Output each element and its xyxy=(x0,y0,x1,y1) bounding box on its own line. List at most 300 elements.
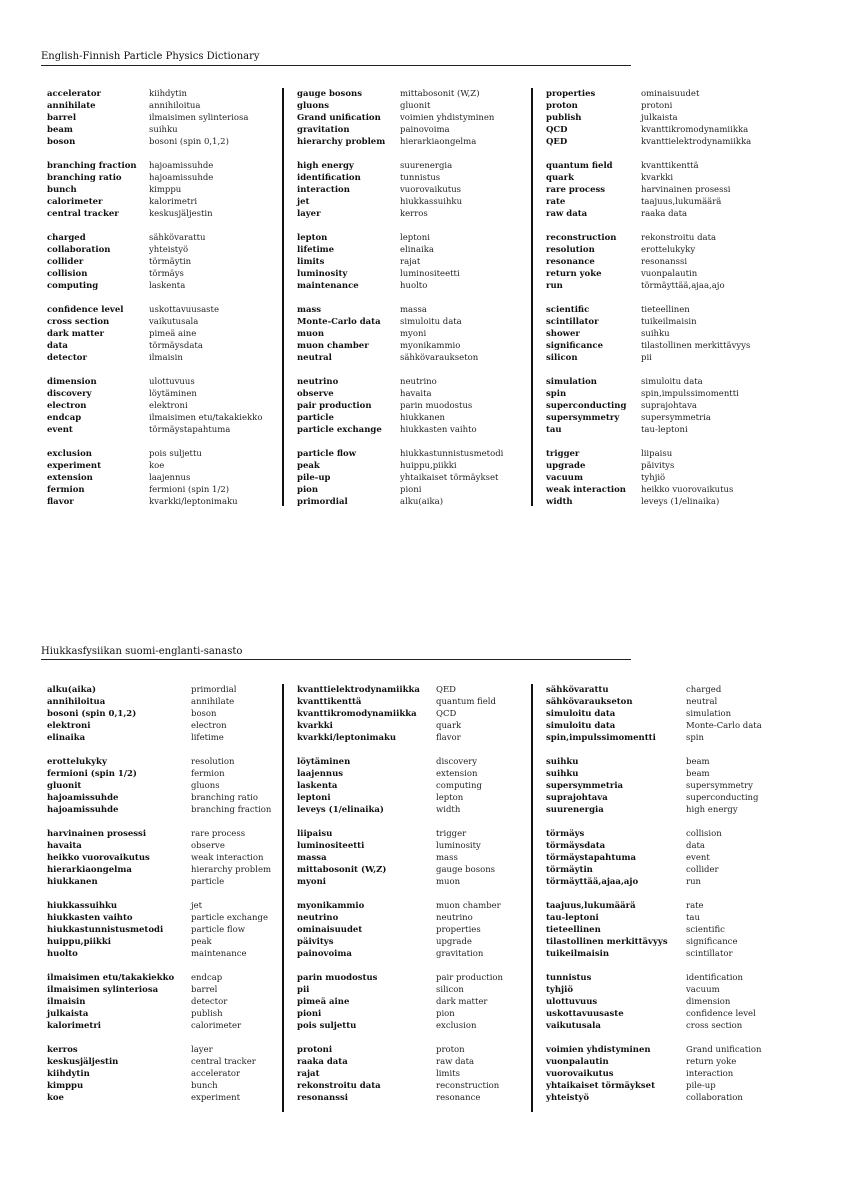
dictionary-entry xyxy=(47,304,262,316)
entry-translation: layer xyxy=(191,1045,213,1055)
entry-term: branching fraction xyxy=(47,161,137,171)
entry-translation: collider xyxy=(686,865,719,875)
entry-translation: scintillator xyxy=(686,949,733,959)
entry-group xyxy=(297,376,503,436)
entry-term: discovery xyxy=(47,389,92,399)
dictionary-entry xyxy=(546,948,762,960)
entry-term: bunch xyxy=(47,185,77,195)
entry-term: simuloitu data xyxy=(546,709,616,719)
dictionary-entry xyxy=(546,972,762,984)
dictionary-entry xyxy=(47,972,271,984)
entry-group xyxy=(47,448,262,508)
entry-translation: vaikutusala xyxy=(149,317,199,327)
entry-translation: suihku xyxy=(149,125,178,135)
entry-translation: liipaisu xyxy=(641,449,673,459)
dictionary-entry xyxy=(47,124,262,136)
dictionary-entry xyxy=(546,160,751,172)
entry-translation: kvarkki xyxy=(641,173,674,183)
dictionary-entry xyxy=(47,792,271,804)
entry-translation: resonanssi xyxy=(641,257,688,267)
entry-term: uskottavuusaste xyxy=(546,1009,624,1019)
entry-translation: raaka data xyxy=(641,209,688,219)
entry-group xyxy=(47,304,262,364)
entry-translation: kvanttikromodynamiikka xyxy=(641,125,749,135)
dictionary-entry xyxy=(546,496,751,508)
dictionary-entry xyxy=(47,804,271,816)
entry-term: erottelukyky xyxy=(47,757,107,767)
entry-translation: identification xyxy=(686,973,744,983)
dictionary-entry xyxy=(297,696,503,708)
dictionary-entry xyxy=(546,828,762,840)
entry-term: pile-up xyxy=(297,473,331,483)
entry-translation: collision xyxy=(686,829,722,839)
entry-translation: ilmaisimen sylinteriosa xyxy=(149,113,249,123)
entry-translation: sähkövaraukseton xyxy=(400,353,479,363)
column-divider xyxy=(282,684,284,1112)
entry-term: gluonit xyxy=(47,781,82,791)
entry-term: reconstruction xyxy=(546,233,617,243)
dictionary-entry xyxy=(297,852,503,864)
dictionary-entry xyxy=(47,484,262,496)
dictionary-entry xyxy=(546,996,762,1008)
entry-translation: raw data xyxy=(436,1057,475,1067)
entry-term: gluons xyxy=(297,101,329,111)
entry-term: suprajohtava xyxy=(546,793,608,803)
dictionary-entry xyxy=(546,696,762,708)
dictionary-entry xyxy=(546,340,751,352)
entry-translation: lepton xyxy=(436,793,464,803)
entry-translation: protoni xyxy=(641,101,673,111)
entry-translation: fermioni (spin 1/2) xyxy=(149,485,230,495)
section-title: English-Finnish Particle Physics Dictionary xyxy=(41,51,260,62)
dictionary-entry xyxy=(297,1080,503,1092)
entry-term: spin,impulssimomentti xyxy=(546,733,656,743)
entry-term: cross section xyxy=(47,317,110,327)
dictionary-entry xyxy=(297,184,503,196)
dictionary-entry xyxy=(47,852,271,864)
entry-term: observe xyxy=(297,389,334,399)
entry-term: extension xyxy=(47,473,93,483)
dictionary-entry xyxy=(297,792,503,804)
entry-term: computing xyxy=(47,281,99,291)
entry-translation: havaita xyxy=(400,389,432,399)
entry-group xyxy=(546,448,751,508)
entry-translation: myonikammio xyxy=(400,341,461,351)
dictionary-entry xyxy=(297,172,503,184)
entry-term: return yoke xyxy=(546,269,602,279)
entry-group xyxy=(546,828,762,888)
entry-group xyxy=(47,376,262,436)
dictionary-entry xyxy=(47,460,262,472)
entry-translation: yhtaikaiset törmäykset xyxy=(400,473,499,483)
entry-translation: gravitation xyxy=(436,949,484,959)
dictionary-entry xyxy=(47,780,271,792)
entry-translation: supersymmetry xyxy=(686,781,753,791)
dictionary-entry xyxy=(47,924,271,936)
entry-term: sähkövaraukseton xyxy=(546,697,633,707)
entry-translation: myoni xyxy=(400,329,427,339)
dictionary-entry xyxy=(546,912,762,924)
dictionary-entry xyxy=(546,268,751,280)
entry-term: identification xyxy=(297,173,361,183)
entry-term: parin muodostus xyxy=(297,973,378,983)
column-divider xyxy=(282,88,284,506)
dictionary-entry xyxy=(297,256,503,268)
entry-term: suihku xyxy=(546,769,579,779)
entry-translation: computing xyxy=(436,781,482,791)
entry-translation: detector xyxy=(191,997,228,1007)
dictionary-entry xyxy=(546,172,751,184)
entry-term: high energy xyxy=(297,161,354,171)
entry-translation: kiihdytin xyxy=(149,89,187,99)
entry-term: havaita xyxy=(47,841,82,851)
entry-translation: pimeä aine xyxy=(149,329,197,339)
entry-term: weak interaction xyxy=(546,485,626,495)
entry-translation: törmäysdata xyxy=(149,341,203,351)
entry-term: leveys (1/elinaika) xyxy=(297,805,384,815)
dictionary-column xyxy=(546,88,751,520)
entry-term: gravitation xyxy=(297,125,350,135)
dictionary-entry xyxy=(297,280,503,292)
entry-term: keskusjäljestin xyxy=(47,1057,119,1067)
entry-term: mittabosonit (W,Z) xyxy=(297,865,387,875)
entry-translation: annihiloitua xyxy=(149,101,201,111)
dictionary-entry xyxy=(47,912,271,924)
entry-translation: muon chamber xyxy=(436,901,501,911)
entry-group xyxy=(546,376,751,436)
dictionary-entry xyxy=(297,100,503,112)
entry-translation: jet xyxy=(191,901,203,911)
dictionary-entry xyxy=(546,804,762,816)
entry-term: pair production xyxy=(297,401,372,411)
dictionary-entry xyxy=(47,1044,271,1056)
entry-group xyxy=(297,972,503,1032)
entry-translation: muon xyxy=(436,877,461,887)
entry-translation: Grand unification xyxy=(686,1045,762,1055)
dictionary-entry xyxy=(546,472,751,484)
entry-term: limits xyxy=(297,257,325,267)
entry-term: particle exchange xyxy=(297,425,382,435)
dictionary-entry xyxy=(546,1092,762,1104)
entry-translation: ulottuvuus xyxy=(149,377,195,387)
entry-term: scientific xyxy=(546,305,590,315)
entry-term: ominaisuudet xyxy=(297,925,363,935)
entry-group xyxy=(297,1044,503,1104)
entry-translation: particle xyxy=(191,877,225,887)
dictionary-entry xyxy=(297,780,503,792)
entry-term: päivitys xyxy=(297,937,334,947)
dictionary-entry xyxy=(47,340,262,352)
entry-term: kvarkki xyxy=(297,721,333,731)
dictionary-entry xyxy=(546,1008,762,1020)
column-divider xyxy=(531,88,533,506)
entry-translation: tieteellinen xyxy=(641,305,690,315)
entry-term: tieteellinen xyxy=(546,925,601,935)
dictionary-entry xyxy=(546,768,762,780)
entry-term: neutrino xyxy=(297,377,339,387)
entry-translation: rajat xyxy=(400,257,421,267)
entry-translation: hiukkassuihku xyxy=(400,197,463,207)
entry-term: tyhjiö xyxy=(546,985,574,995)
dictionary-entry xyxy=(297,684,503,696)
dictionary-entry xyxy=(546,400,751,412)
entry-group xyxy=(546,972,762,1032)
entry-translation: painovoima xyxy=(400,125,450,135)
dictionary-entry xyxy=(47,100,262,112)
dictionary-entry xyxy=(47,876,271,888)
entry-translation: harvinainen prosessi xyxy=(641,185,731,195)
entry-term: lepton xyxy=(297,233,328,243)
entry-term: hierarchy problem xyxy=(297,137,386,147)
entry-term: ilmaisin xyxy=(47,997,86,1007)
entry-translation: tau-leptoni xyxy=(641,425,688,435)
dictionary-entry xyxy=(297,924,503,936)
entry-translation: calorimeter xyxy=(191,1021,242,1031)
entry-translation: superconducting xyxy=(686,793,759,803)
entry-term: myoni xyxy=(297,877,327,887)
dictionary-entry xyxy=(297,316,503,328)
dictionary-entry xyxy=(297,708,503,720)
entry-group xyxy=(546,232,751,292)
dictionary-entry xyxy=(297,124,503,136)
entry-term: kerros xyxy=(47,1045,78,1055)
entry-term: simulation xyxy=(546,377,597,387)
entry-translation: particle flow xyxy=(191,925,245,935)
entry-translation: törmäytin xyxy=(149,257,192,267)
entry-group xyxy=(47,232,262,292)
entry-term: tuikeilmaisin xyxy=(546,949,610,959)
dictionary-entry xyxy=(297,1020,503,1032)
entry-term: endcap xyxy=(47,413,82,423)
entry-term: properties xyxy=(546,89,596,99)
entry-translation: vuonpalautin xyxy=(641,269,698,279)
entry-translation: discovery xyxy=(436,757,478,767)
dictionary-entry xyxy=(47,768,271,780)
entry-term: spin xyxy=(546,389,567,399)
entry-group xyxy=(47,88,262,148)
dictionary-entry xyxy=(546,720,762,732)
entry-translation: hajoamissuhde xyxy=(149,173,214,183)
dictionary-entry xyxy=(546,232,751,244)
dictionary-entry xyxy=(546,112,751,124)
dictionary-entry xyxy=(546,756,762,768)
entry-translation: upgrade xyxy=(436,937,472,947)
entry-term: electron xyxy=(47,401,87,411)
dictionary-entry xyxy=(546,304,751,316)
dictionary-entry xyxy=(47,424,262,436)
dictionary-entry xyxy=(297,340,503,352)
entry-term: tau xyxy=(546,425,562,435)
dictionary-entry xyxy=(47,684,271,696)
entry-term: raaka data xyxy=(297,1057,348,1067)
dictionary-entry xyxy=(546,1020,762,1032)
entry-term: supersymmetria xyxy=(546,781,624,791)
entry-term: löytäminen xyxy=(297,757,351,767)
entry-translation: simuloitu data xyxy=(400,317,462,327)
entry-term: yhtaikaiset törmäykset xyxy=(546,1081,656,1091)
entry-term: elektroni xyxy=(47,721,91,731)
entry-term: pii xyxy=(297,985,310,995)
entry-group xyxy=(297,160,503,220)
column-divider xyxy=(531,684,533,1112)
dictionary-entry xyxy=(47,732,271,744)
entry-term: suihku xyxy=(546,757,579,767)
entry-term: Grand unification xyxy=(297,113,381,123)
entry-term: annihilate xyxy=(47,101,96,111)
entry-term: particle xyxy=(297,413,334,423)
dictionary-entry xyxy=(297,244,503,256)
entry-translation: erottelukyky xyxy=(641,245,696,255)
entry-term: mass xyxy=(297,305,322,315)
entry-group xyxy=(47,900,271,960)
entry-term: yhteistyö xyxy=(546,1093,590,1103)
entry-translation: accelerator xyxy=(191,1069,241,1079)
entry-translation: laajennus xyxy=(149,473,191,483)
entry-term: elinaika xyxy=(47,733,86,743)
entry-term: calorimeter xyxy=(47,197,103,207)
entry-translation: hierarkiaongelma xyxy=(400,137,477,147)
entry-translation: alku(aika) xyxy=(400,497,444,507)
entry-term: huippu,piikki xyxy=(47,937,112,947)
dictionary-entry xyxy=(47,88,262,100)
entry-term: muon xyxy=(297,329,325,339)
dictionary-entry xyxy=(546,792,762,804)
dictionary-entry xyxy=(297,984,503,996)
dictionary-entry xyxy=(47,328,262,340)
dictionary-entry xyxy=(47,136,262,148)
entry-translation: run xyxy=(686,877,702,887)
entry-translation: beam xyxy=(686,769,710,779)
dictionary-entry xyxy=(47,900,271,912)
dictionary-entry xyxy=(546,1056,762,1068)
entry-translation: mass xyxy=(436,853,458,863)
entry-translation: huippu,piikki xyxy=(400,461,457,471)
entry-term: muon chamber xyxy=(297,341,369,351)
entry-term: koe xyxy=(47,1093,64,1103)
entry-term: luminositeetti xyxy=(297,841,365,851)
entry-term: rekonstroitu data xyxy=(297,1081,381,1091)
dictionary-entry xyxy=(546,1044,762,1056)
entry-term: harvinainen prosessi xyxy=(47,829,147,839)
dictionary-column xyxy=(47,684,271,1116)
entry-term: quantum field xyxy=(546,161,613,171)
dictionary-entry xyxy=(297,136,503,148)
dictionary-entry xyxy=(297,876,503,888)
entry-translation: gluonit xyxy=(400,101,431,111)
entry-term: detector xyxy=(47,353,87,363)
entry-group xyxy=(546,756,762,816)
entry-translation: suprajohtava xyxy=(641,401,697,411)
entry-translation: reconstruction xyxy=(436,1081,500,1091)
entry-translation: trigger xyxy=(436,829,467,839)
entry-term: collision xyxy=(47,269,88,279)
dictionary-entry xyxy=(297,1008,503,1020)
entry-term: törmäyttää,ajaa,ajo xyxy=(546,877,639,887)
entry-term: jet xyxy=(297,197,310,207)
entry-translation: vacuum xyxy=(686,985,720,995)
entry-translation: koe xyxy=(149,461,165,471)
entry-term: laajennus xyxy=(297,769,344,779)
entry-term: gauge bosons xyxy=(297,89,362,99)
dictionary-entry xyxy=(297,768,503,780)
dictionary-entry xyxy=(47,936,271,948)
dictionary-entry xyxy=(47,268,262,280)
entry-translation: pion xyxy=(436,1009,455,1019)
entry-translation: QCD xyxy=(436,709,457,719)
dictionary-entry xyxy=(47,1056,271,1068)
entry-term: experiment xyxy=(47,461,102,471)
entry-term: resonanssi xyxy=(297,1093,349,1103)
dictionary-entry xyxy=(546,316,751,328)
entry-translation: flavor xyxy=(436,733,461,743)
dictionary-entry xyxy=(297,936,503,948)
entry-term: vuonpalautin xyxy=(546,1057,609,1067)
entry-term: run xyxy=(546,281,563,291)
entry-term: pois suljettu xyxy=(297,1021,357,1031)
dictionary-entry xyxy=(297,112,503,124)
entry-group xyxy=(546,900,762,960)
entry-translation: rate xyxy=(686,901,704,911)
dictionary-entry xyxy=(297,996,503,1008)
dictionary-entry xyxy=(297,376,503,388)
entry-translation: central tracker xyxy=(191,1057,256,1067)
entry-term: sähkövarattu xyxy=(546,685,609,695)
entry-translation: hiukkastunnistusmetodi xyxy=(400,449,504,459)
entry-term: lifetime xyxy=(297,245,335,255)
entry-translation: supersymmetria xyxy=(641,413,711,423)
entry-term: massa xyxy=(297,853,327,863)
entry-term: kalorimetri xyxy=(47,1021,102,1031)
entry-translation: publish xyxy=(191,1009,223,1019)
entry-translation: pois suljettu xyxy=(149,449,202,459)
entry-translation: päivitys xyxy=(641,461,675,471)
entry-translation: hierarchy problem xyxy=(191,865,272,875)
entry-translation: hiukkanen xyxy=(400,413,446,423)
dictionary-entry xyxy=(47,948,271,960)
dictionary-column xyxy=(546,684,762,1116)
entry-term: pimeä aine xyxy=(297,997,350,1007)
title-rule xyxy=(41,659,631,660)
entry-group xyxy=(47,828,271,888)
entry-translation: suurenergia xyxy=(400,161,453,171)
dictionary-entry xyxy=(297,412,503,424)
dictionary-entry xyxy=(546,936,762,948)
entry-term: törmäystapahtuma xyxy=(546,853,636,863)
entry-group xyxy=(47,972,271,1032)
dictionary-entry xyxy=(546,424,751,436)
entry-term: liipaisu xyxy=(297,829,333,839)
dictionary-entry xyxy=(47,1008,271,1020)
dictionary-entry xyxy=(47,828,271,840)
entry-term: protoni xyxy=(297,1045,333,1055)
entry-translation: leptoni xyxy=(400,233,430,243)
entry-term: supersymmetry xyxy=(546,413,620,423)
entry-term: kvarkki/leptonimaku xyxy=(297,733,397,743)
entry-translation: suihku xyxy=(641,329,670,339)
entry-translation: pair production xyxy=(436,973,504,983)
entry-translation: data xyxy=(686,841,705,851)
entry-translation: lifetime xyxy=(191,733,224,743)
dictionary-entry xyxy=(297,484,503,496)
entry-term: primordial xyxy=(297,497,348,507)
entry-translation: QED xyxy=(436,685,456,695)
entry-term: törmäys xyxy=(546,829,585,839)
dictionary-entry xyxy=(47,388,262,400)
entry-translation: törmäyttää,ajaa,ajo xyxy=(641,281,725,291)
dictionary-entry xyxy=(297,972,503,984)
entry-translation: gluons xyxy=(191,781,220,791)
entry-term: shower xyxy=(546,329,580,339)
